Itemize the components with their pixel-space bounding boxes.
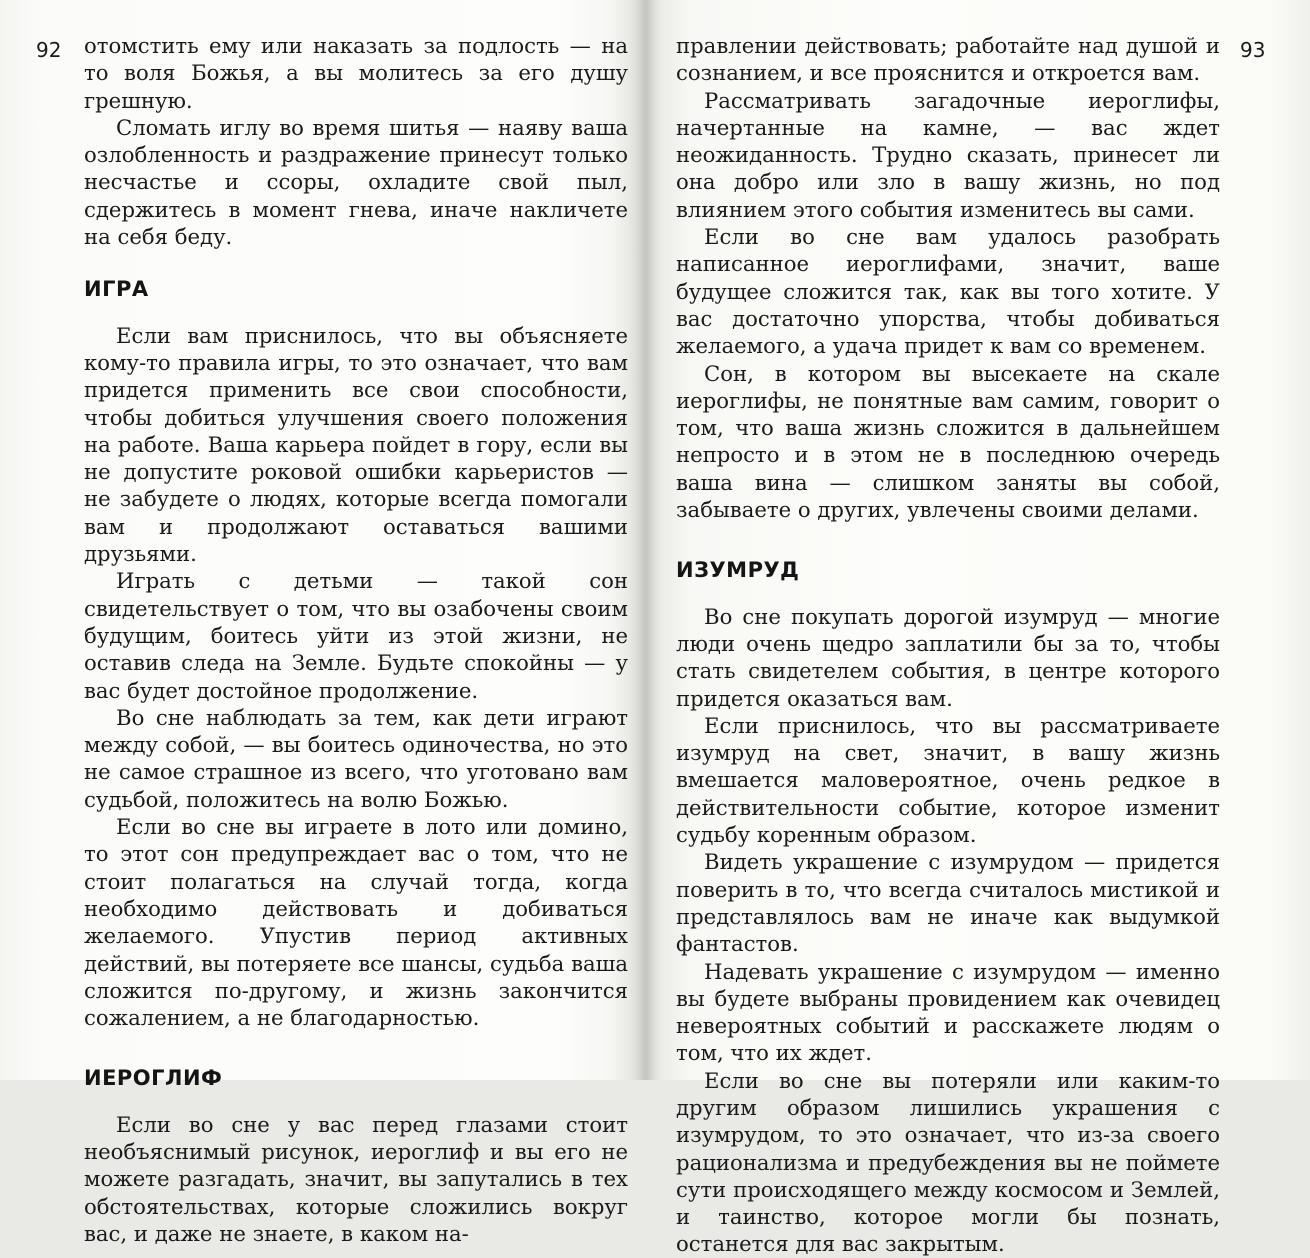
paragraph: Видеть украшение с изумрудом — придется поверить в то, что всегда считалось мистикой и представлялось вам не иначе как выдумкой фантастов. [676,849,1220,957]
gutter-shadow [628,0,662,1080]
paragraph: Если во сне вам удалось разобрать написанное иероглифами, значит, ваше будущее сложится так, как вы того хотите. У вас достаточно упорства, чтобы добиваться желаемого, а удача придет к вам со временем. [676,224,1220,359]
paragraph: Если во сне у вас перед глазами стоит необъяснимый рисунок, иероглиф и вы его не можете разгадать, значит, вы запутались в тех обстоятельствах, которые сложились вокруг вас, и даже не знаете, в каком на- [84,1111,628,1246]
page-number-right: 93 [1240,38,1266,62]
paragraph: отомстить ему или наказать за подлость — на то воля Божья, а вы молитесь за его душу грешную. [84,33,628,113]
paragraph: Во сне наблюдать за тем, как дети играют между собой, — вы боитесь одиночества, но это не самое страшное из всего, что уготовано вам судьбой, положитесь на волю Божью. [84,704,628,812]
page-number-left: 92 [36,38,62,62]
section-heading: ИЗУМРУД [676,558,800,583]
section-heading: ИЕРОГЛИФ [84,1066,223,1091]
paragraph: правлении действовать; работайте над душой и сознанием, и все прояснится и откроется вам. [676,33,1220,86]
paragraph: Надевать украшение с изумрудом — именно вы будете выбраны провидением как очевидец невероятных событий и расскажете людям о том, что их ждет. [676,958,1220,1066]
paragraph: Если во сне вы играете в лото или домино, то этот сон предупреждает вас о том, что не стоит полагаться на случай тогда, когда необходимо действовать и добиваться желаемого. Упустив период активных действий, вы потеряете все шансы, судьба ваша сложится по-другому, и жизнь закончится сожалением, а не благодарностью. [84,814,628,1031]
left-page [84,32,628,1247]
paragraph: Сломать иглу во время шитья — наяву ваша озлобленность и раздражение принесут только несчастье и ссоры, охладите свой пыл, сдержитесь в момент гнева, иначе накличете на себя беду. [84,114,628,250]
paragraph: Если вам приснилось, что вы объясняете кому-то правила игры, то это означает, что вам придется применить все свои способности, чтобы добиться улучшения своего положения на работе. Ваша карьера пойдет в гору, если вы не допустите роковой ошибки карьеристов — не забудете о людях, которые всегда помогали вам и продолжают оставаться вашими друзьями. [84,322,628,567]
paragraph: Если приснилось, что вы рассматриваете изумруд на свет, значит, в вашу жизнь вмешается маловероятное, очень редкое в действительности событие, которое изменит судьбу коренным образом. [676,712,1220,848]
section-heading: ИГРА [84,277,149,302]
paragraph: Во сне покупать дорогой изумруд — многие люди очень щедро заплатили бы за то, чтобы стать свидетелем события, в центре которого придется оказаться вам. [676,603,1220,711]
paragraph: Рассматривать загадочные иероглифы, начертанные на камне, — вас ждет неожиданность. Трудно сказать, принесет ли она добро или зло в вашу жизнь, но под влиянием этого события изменитесь вы сами. [676,87,1220,222]
paragraph: Сон, в котором вы высекаете на скале иероглифы, не понятные вам самим, говорит о том, что ваша жизнь сложится в дальнейшем непросто и в этом не в последнюю очередь ваша вина — слишком заняты вы собой, забываете о других, увлечены своими делами. [676,360,1220,523]
right-page [676,32,1220,1258]
paragraph: Если во сне вы потеряли или каким-то другим образом лишились украшения с изумрудом, то это означает, что из-за своего рационализма и предубеждения вы не поймете сути происходящего между космосом и Землей, и таинство, которое могли бы познать, останется для вас закрытым. [676,1067,1220,1257]
paragraph: Играть с детьми — такой сон свидетельствует о том, что вы озабочены своим будущим, боитесь уйти из этой жизни, не оставив следа на Земле. Будьте спокойны — у вас будет достойное продолжение. [84,568,628,703]
